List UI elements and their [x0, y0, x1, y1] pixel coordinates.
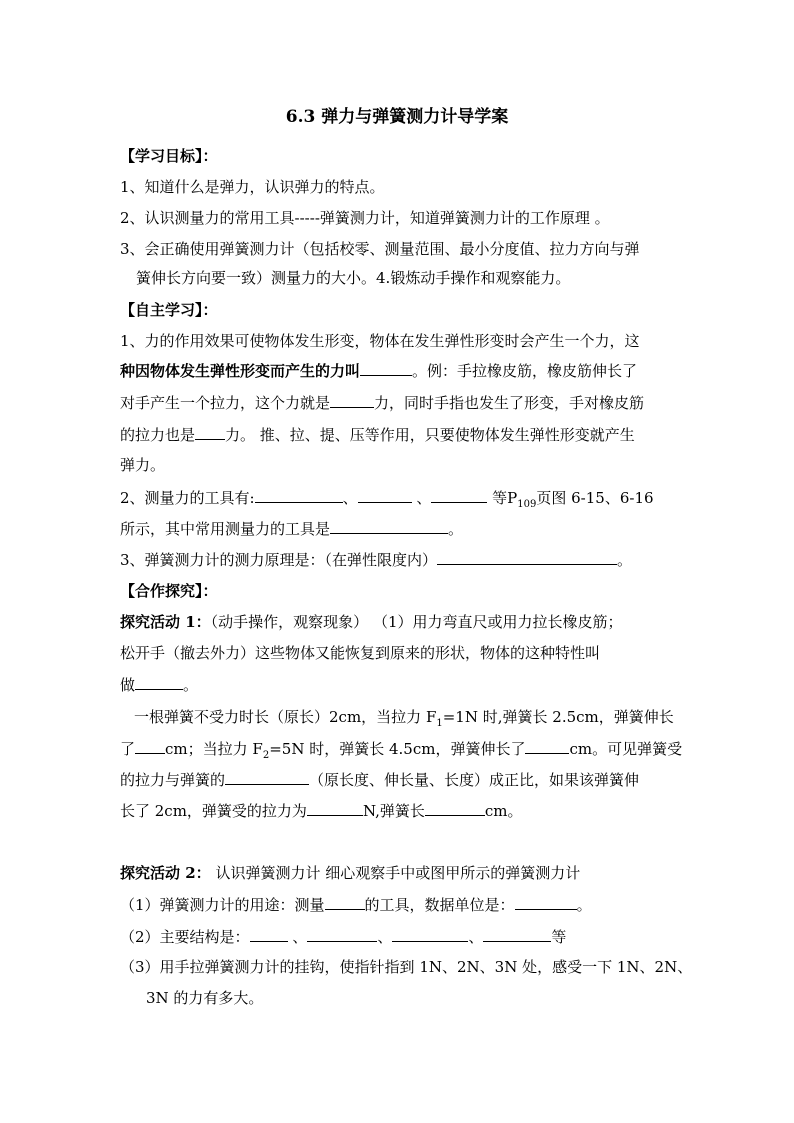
blank-tool-1[interactable] [255, 487, 343, 503]
blank-structure-1[interactable] [250, 926, 288, 942]
blank-extension-1[interactable] [135, 738, 165, 754]
blank-structure-3[interactable] [392, 926, 468, 942]
self-study-p1-line1: 1、力的作用效果可使物体发生形变，物体在发生弹性形变时会产生一个力，这 [120, 332, 640, 350]
activity2-q3-line2: 3N 的力有多大。 [146, 989, 264, 1007]
goal-item-1: 1、知道什么是弹力，认识弹力的特点。 [120, 178, 385, 196]
blank-force-type-2[interactable] [195, 424, 225, 440]
blank-elasticity[interactable] [135, 674, 183, 690]
blank-structure-4[interactable] [483, 926, 551, 942]
self-study-p1-line4: 的拉力也是 力。 推、拉、提、压等作用，只要使物体发生弹性形变就产生 [120, 426, 635, 444]
page-title: 6.3 弹力与弹簧测力计导学案 [285, 107, 509, 127]
goal-item-2: 2、认识测量力的常用工具-----弹簧测力计，知道弹簧测力计的工作原理 。 [120, 209, 610, 227]
self-study-p3: 3、弹簧测力计的测力原理是：（在弹性限度内） 。 [120, 551, 633, 569]
coop-heading: 【合作探究】： [120, 582, 218, 600]
activity1-line1: 探究活动 1：（动手操作，观察现象） （1）用力弯直尺或用力拉长橡皮筋； [120, 613, 623, 631]
activity2-line: 探究活动 2： 认识弹簧测力计 细心观察手中或图甲所示的弹簧测力计 [120, 864, 581, 882]
blank-tool-3[interactable] [431, 487, 487, 503]
blank-principle[interactable] [437, 549, 617, 565]
spring-line3: 的拉力与弹簧的 （原长度、伸长量、长度）成正比，如果该弹簧伸 [120, 771, 640, 789]
blank-measure-what[interactable] [325, 894, 365, 910]
blank-elastic-force[interactable] [360, 360, 412, 376]
self-study-p2-line1: 2、测量力的工具有: 、 、 等$P_{109}$页图 6-15、6-16 [120, 489, 654, 510]
spring-line2: 了 cm；当拉力 $F_2=5N$ 时，弹簧长 4.5cm，弹簧伸长了 cm。可见弹簧受 [120, 740, 683, 761]
blank-force-type-1[interactable] [330, 392, 374, 408]
activity2-q1: （1）弹簧测力计的用途：测量 的工具，数据单位是： 。 [120, 896, 592, 914]
self-study-p1-line2: 种因物体发生弹性形变而产生的力叫 。例：手拉橡皮筋，橡皮筋伸长了 [120, 362, 638, 380]
spring-line4: 长了 2cm，弹簧受的拉力为 N,弹簧长 cm。 [120, 802, 523, 820]
self-study-heading: 【自主学习】： [120, 301, 218, 319]
blank-proportional[interactable] [225, 769, 309, 785]
blank-structure-2[interactable] [307, 926, 377, 942]
activity2-q3-line1: （3）用手拉弹簧测力计的挂钩，使指针指到 1N、2N、3N 处，感受一下 1N、2N、 [120, 958, 693, 976]
blank-spring-length[interactable] [425, 800, 485, 816]
self-study-p1-line5: 弹力。 [120, 456, 166, 474]
activity1-line2: 松开手（撤去外力）这些物体又能恢复到原来的形状，物体的这种特性叫 [120, 644, 601, 662]
activity1-line3: 做 。 [120, 676, 199, 694]
goal-item-3-cont: 簧伸长方向要一致）测量力的大小。4.锻炼动手操作和观察能力。 [136, 269, 571, 287]
blank-extension-2[interactable] [525, 738, 569, 754]
blank-unit[interactable] [515, 894, 577, 910]
self-study-p2-line2: 所示，其中常用测量力的工具是 。 [120, 520, 464, 538]
blank-common-tool[interactable] [330, 518, 448, 534]
activity2-q2: （2）主要结构是： 、 、 、 等 [120, 928, 567, 946]
blank-force-value[interactable] [307, 800, 363, 816]
spring-line1: 一根弹簧不受力时长（原长）2cm，当拉力 $F_1=1N$ 时,弹簧长 2.5cm，弹簧伸长 [134, 708, 674, 729]
blank-tool-2[interactable] [358, 487, 412, 503]
learning-goals-heading: 【学习目标】： [120, 147, 218, 165]
goal-item-3: 3、会正确使用弹簧测力计（包括校零、测量范围、最小分度值、拉力方向与弹 [120, 240, 640, 258]
self-study-p1-line3: 对手产生一个拉力，这个力就是 力，同时手指也发生了形变，手对橡皮筋 [120, 394, 645, 412]
